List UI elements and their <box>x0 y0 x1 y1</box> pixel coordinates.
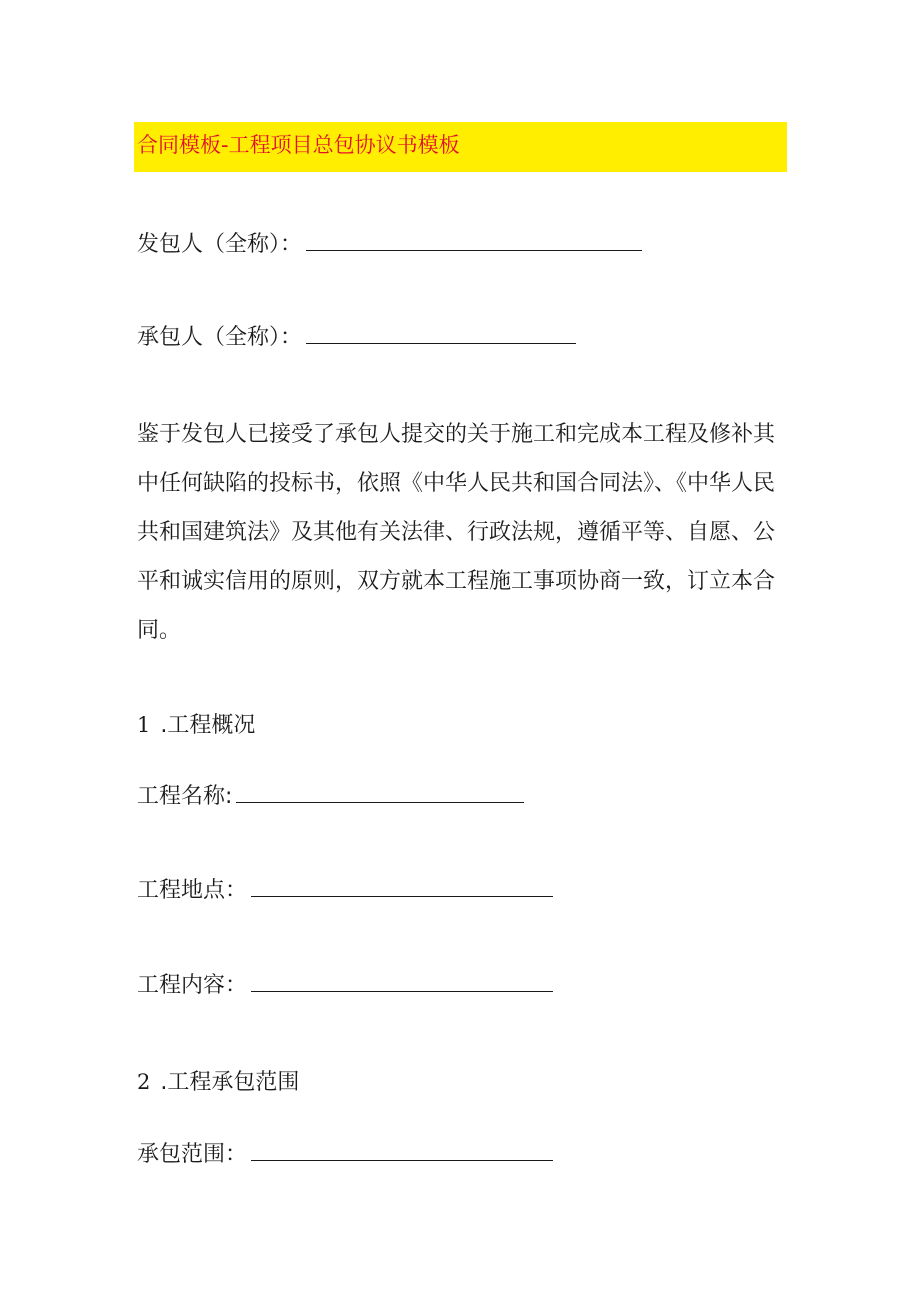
contractor-blank[interactable] <box>306 321 576 344</box>
project-location-label: 工程地点： <box>137 878 248 903</box>
section-2-heading <box>137 1067 299 1098</box>
project-name-field <box>137 780 524 812</box>
project-location-field <box>137 874 553 906</box>
section-1-title: .工程概况 <box>160 713 256 738</box>
project-location-blank[interactable] <box>251 874 553 897</box>
contractor-label: 承包人（全称）： <box>137 325 303 350</box>
employer-field <box>137 228 642 260</box>
project-name-blank[interactable] <box>236 780 524 803</box>
project-content-blank[interactable] <box>251 969 553 992</box>
scope-field <box>137 1138 553 1170</box>
scope-blank[interactable] <box>251 1138 553 1161</box>
employer-label: 发包人（全称）： <box>137 232 303 257</box>
project-content-field <box>137 969 553 1001</box>
section-2-title: .工程承包范围 <box>160 1070 300 1095</box>
section-2-number: 2 <box>137 1070 151 1094</box>
document-title: 合同模板-工程项目总包协议书模板 <box>137 133 460 157</box>
section-1-heading <box>137 710 255 741</box>
preamble-paragraph: 鉴于发包人已接受了承包人提交的关于施工和完成本工程及修补其中任何缺陷的投标书，依照《中华人民共和国合同法》、《中华人民共和国建筑法》及其他有关法律、行政法规，遵循平等、自愿、公平和诚实信用的原则，双方就本工程施工事项协商一致，订立本合同。 <box>137 422 776 643</box>
contractor-field <box>137 321 576 353</box>
project-name-label: 工程名称: <box>137 784 233 809</box>
title-highlight <box>134 122 787 172</box>
project-content-label: 工程内容： <box>137 973 248 998</box>
section-1-number: 1 <box>137 713 151 737</box>
scope-label: 承包范围： <box>137 1142 248 1167</box>
employer-blank[interactable] <box>306 228 642 251</box>
